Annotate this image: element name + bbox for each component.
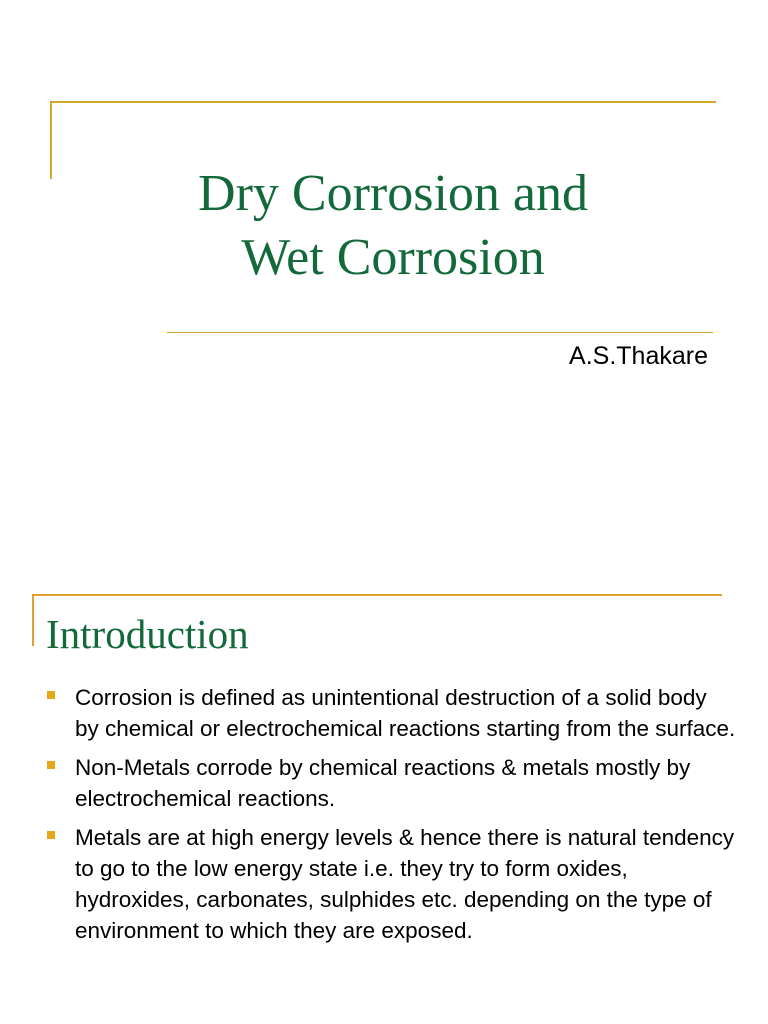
list-item [46, 822, 736, 946]
square-bullet-icon [47, 691, 55, 699]
list-item [46, 752, 736, 814]
author-name: A.S.Thakare [569, 342, 708, 370]
bullet-text: Non-Metals corrode by chemical reactions & metals mostly by electrochemical reactions. [75, 755, 691, 811]
square-bullet-icon [47, 831, 55, 839]
section-heading: Introduction [46, 611, 249, 657]
bullet-text: Metals are at high energy levels & hence there is natural tendency to go to the low energy state i.e. they try to form oxides, hydroxides, carbonates, sulphides etc. depending on the type of environment to which they are exposed. [75, 825, 735, 943]
slide-title [90, 162, 696, 290]
square-bullet-icon [47, 761, 55, 769]
bullet-text: Corrosion is defined as unintentional destruction of a solid body by chemical or electrochemical reactions starting from the surface. [75, 685, 736, 741]
list-item [46, 682, 736, 744]
left-accent-line [50, 101, 52, 179]
title-divider-line [167, 332, 713, 333]
top-accent-line [32, 594, 722, 596]
top-accent-line [50, 101, 716, 103]
slide-title-line-2: Wet Corrosion [241, 229, 545, 286]
slide-title-line-1: Dry Corrosion and [198, 165, 588, 222]
left-accent-line [32, 594, 34, 646]
bullet-list [46, 682, 736, 954]
